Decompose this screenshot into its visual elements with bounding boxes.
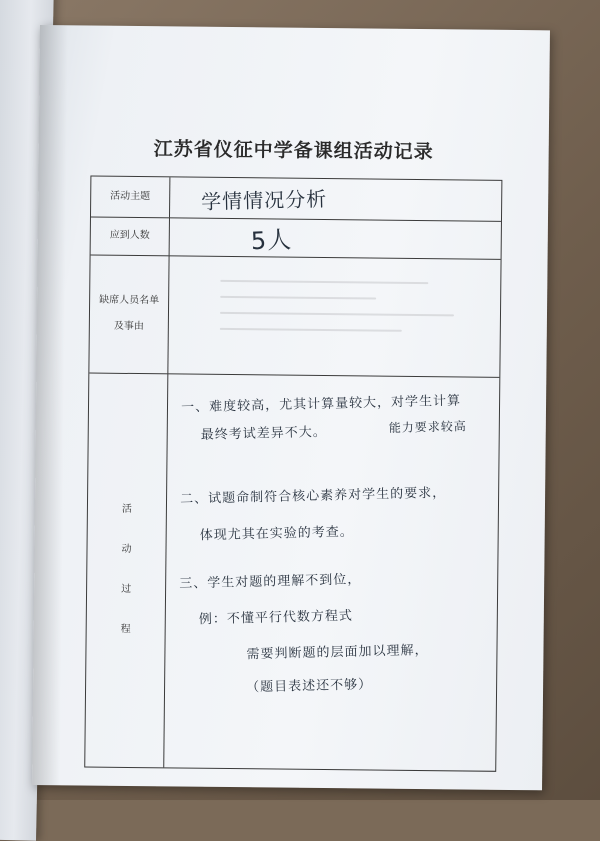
process-note-line: 二、试题命制符合核心素养对学生的要求， bbox=[180, 485, 447, 508]
process-label-char: 动 bbox=[121, 543, 132, 555]
show-through-text bbox=[219, 266, 480, 364]
theme-row bbox=[91, 177, 501, 222]
process-note-line: （题目表述还不够） bbox=[245, 677, 373, 696]
theme-value: 学情情况分析 bbox=[200, 186, 328, 214]
process-note-line: 体现尤其在实验的考查。 bbox=[199, 524, 354, 544]
absent-row bbox=[89, 255, 500, 378]
absent-label-line2: 及事由 bbox=[113, 320, 144, 333]
document-page bbox=[32, 25, 550, 790]
process-label-char: 过 bbox=[121, 583, 132, 595]
process-row bbox=[85, 373, 499, 771]
process-note-line: 能力要求较高 bbox=[388, 419, 468, 436]
absent-label bbox=[89, 255, 169, 374]
page-title: 江苏省仪征中学备课组活动记录 bbox=[153, 138, 434, 164]
process-note-line: 例：不懂平行代数方程式 bbox=[198, 608, 354, 628]
process-note-line: 最终考试差异不大。 bbox=[200, 424, 327, 443]
attendance-label: 应到人数 bbox=[91, 217, 170, 256]
process-note-line: 三、学生对题的理解不到位， bbox=[179, 572, 362, 592]
attendance-row bbox=[91, 217, 501, 260]
process-note-line: 需要判断题的层面加以理解， bbox=[246, 642, 429, 663]
activity-record-form bbox=[84, 176, 502, 772]
process-label bbox=[85, 373, 168, 768]
process-label-char: 程 bbox=[120, 623, 131, 635]
process-label-char: 活 bbox=[121, 503, 132, 515]
absent-label-line1: 缺席人员名单 bbox=[99, 294, 160, 307]
theme-label: 活动主题 bbox=[91, 177, 170, 218]
process-note-line: 一、难度较高，尤其计算量较大，对学生计算 bbox=[180, 393, 462, 416]
attendance-value: 5人 bbox=[250, 225, 293, 256]
